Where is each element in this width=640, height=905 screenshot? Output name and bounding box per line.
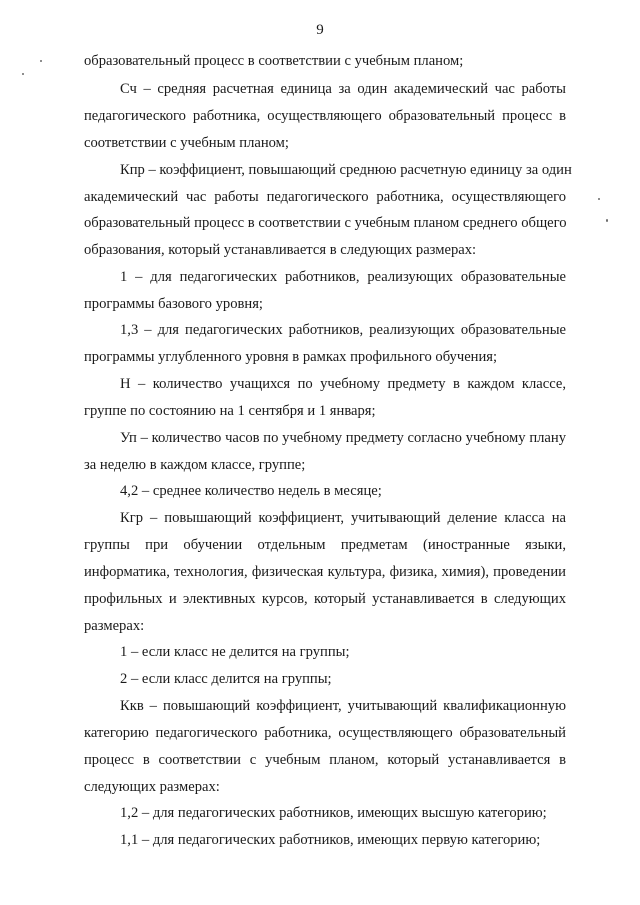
text-line: программы углубленного уровня в рамках профильного обучения; (84, 349, 498, 365)
text-line: соответствии с учебным планом; (84, 135, 289, 151)
text-line: Кпр – коэффициент, повышающий среднюю расчетную единицу за один (120, 162, 572, 178)
text-line: Уп – количество часов по учебному предмету согласно учебному плану (120, 430, 566, 446)
scan-speck (22, 73, 24, 75)
text-line: Кгр – повышающий коэффициент, учитывающий деление класса на (120, 510, 566, 526)
text-line: процесс в соответствии с учебным планом, который устанавливается в (84, 752, 566, 768)
text-line: группе по состоянию на 1 сентября и 1 января; (84, 403, 376, 419)
text-line: размерах: (84, 618, 145, 634)
text-line: Н – количество учащихся по учебному предмету в каждом классе, (120, 376, 566, 392)
text-line: 1,2 – для педагогических работников, имеющих высшую категорию; (120, 805, 547, 821)
scan-speck (598, 198, 600, 200)
text-line: образования, который устанавливается в следующих размерах: (84, 242, 477, 258)
text-line: академический час работы педагогического работника, осуществляющего (84, 189, 566, 205)
text-line: следующих размерах: (84, 779, 220, 795)
text-line: 1 – для педагогических работников, реализующих образовательные (120, 269, 566, 285)
scan-speck (40, 60, 42, 62)
text-line: 1 – если класс не делится на группы; (120, 644, 350, 660)
text-line: группы при обучении отдельным предметам (иностранные языки, (84, 537, 566, 553)
text-line: педагогического работника, осуществляющего образовательный процесс в (84, 108, 566, 124)
text-line: информатика, технология, физическая культура, физика, химия), проведении (84, 564, 566, 580)
text-line: 1,3 – для педагогических работников, реализующих образовательные (120, 322, 566, 338)
text-line: за неделю в каждом классе, группе; (84, 457, 306, 473)
text-line: 4,2 – среднее количество недель в месяце; (120, 483, 382, 499)
text-line: 2 – если класс делится на группы; (120, 671, 332, 687)
text-line: профильных и элективных курсов, который устанавливается в следующих (84, 591, 566, 607)
text-line: категорию педагогического работника, осуществляющего образовательный (84, 725, 566, 741)
text-line: Сч – средняя расчетная единица за один академический час работы (120, 81, 566, 97)
text-line: Ккв – повышающий коэффициент, учитывающий квалификационную (120, 698, 566, 714)
text-line: программы базового уровня; (84, 296, 263, 312)
text-line: 1,1 – для педагогических работников, имеющих первую категорию; (120, 832, 541, 848)
text-line: образовательный процесс в соответствии с учебным планом; (84, 53, 464, 69)
scan-speck (606, 219, 608, 222)
page-number: 9 (316, 22, 324, 38)
text-line: образовательный процесс в соответствии с учебным планом среднего общего (84, 215, 567, 231)
